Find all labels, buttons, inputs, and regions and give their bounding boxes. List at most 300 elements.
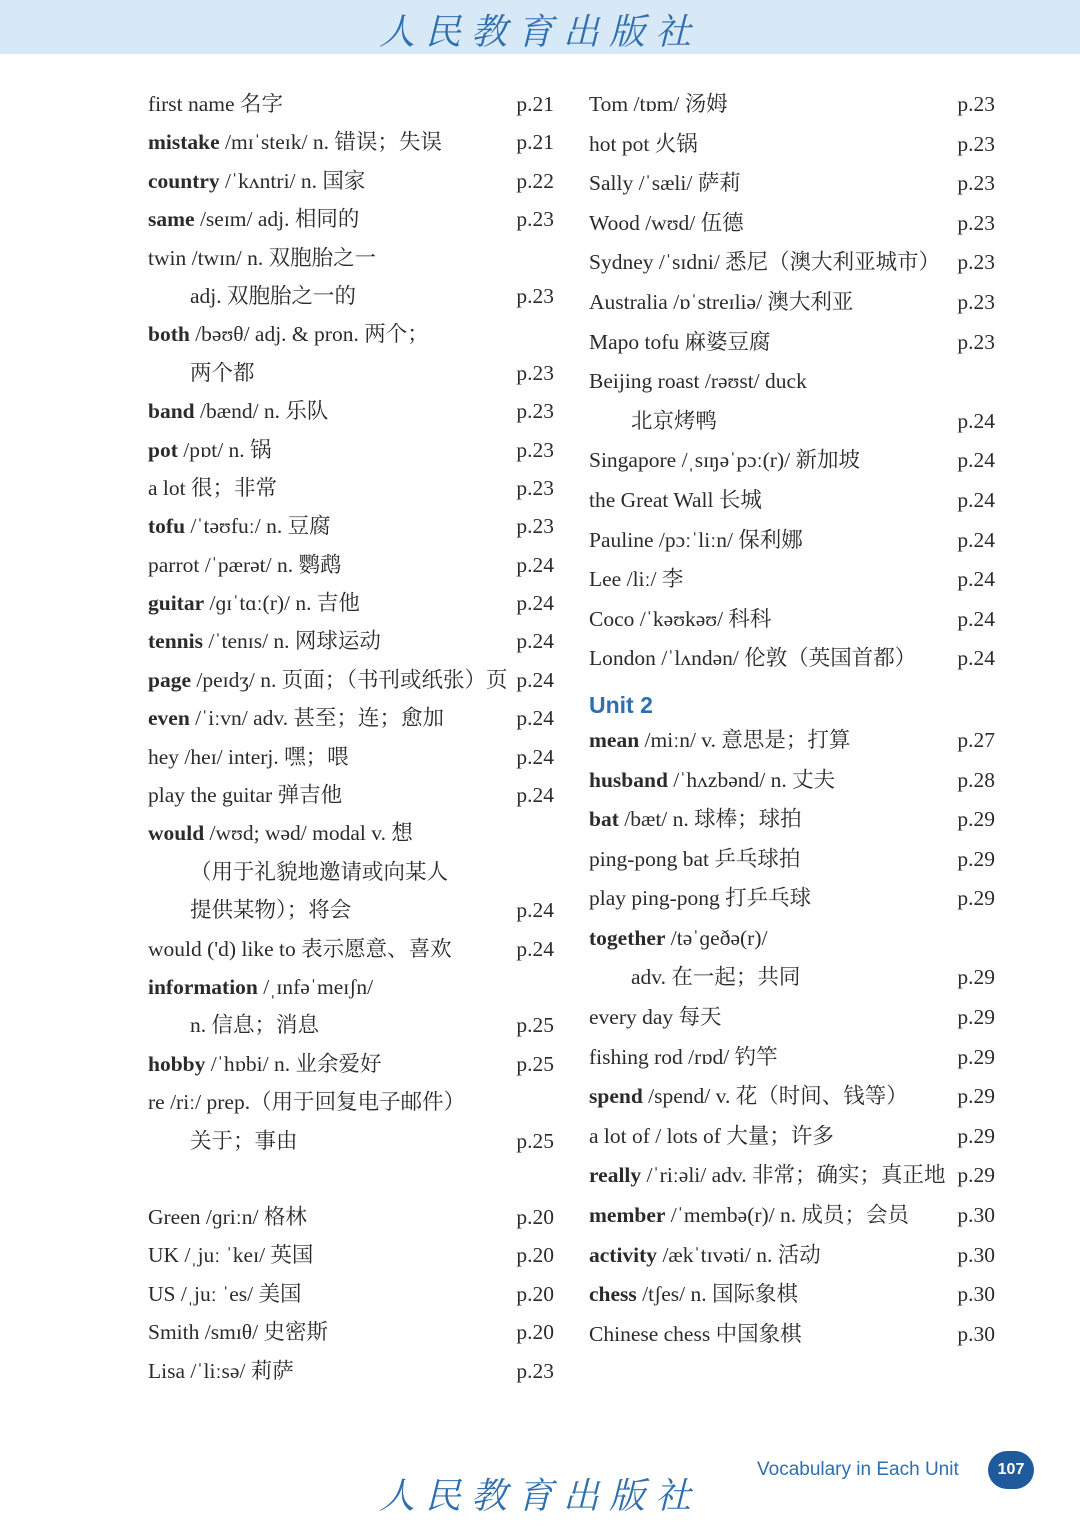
page-ref: p.23 <box>516 283 554 308</box>
definition: /mɪˈsteɪk/ n. 错误；失误 <box>219 130 442 155</box>
entry-text <box>148 1236 313 1274</box>
definition: /ˌjuː ˈkeɪ/ 英国 <box>179 1243 314 1268</box>
entry-text <box>148 930 452 968</box>
definition: 很；非常 <box>185 475 278 500</box>
vocab-entry <box>148 469 554 507</box>
page-ref: p.24 <box>516 591 554 616</box>
entry-text <box>589 840 800 880</box>
entry-text <box>148 546 341 584</box>
unit-heading: Unit 2 <box>589 691 653 718</box>
page-ref: p.23 <box>516 475 554 500</box>
page-ref: p.24 <box>516 667 554 692</box>
entry-text <box>589 1315 802 1355</box>
vocab-entry <box>148 431 554 469</box>
definition: /ˈlʌndən/ 伦敦（英国首都） <box>655 646 917 671</box>
definition: /rɒd/ 钓竿 <box>682 1044 778 1069</box>
vocab-entry <box>148 814 554 852</box>
definition: /bænd/ n. 乐队 <box>194 399 329 424</box>
definition: /wʊd; wəd/ modal v. 想 <box>204 821 413 846</box>
entry-text <box>190 1006 319 1044</box>
vocab-entry <box>589 1117 995 1157</box>
vocab-entry <box>148 85 554 123</box>
vocab-entry <box>589 164 995 204</box>
page-ref: p.23 <box>516 1358 554 1383</box>
page-ref: p.29 <box>957 1084 995 1109</box>
definition: /ˈkəʊkəʊ/ 科科 <box>634 606 772 631</box>
vocab-entry <box>589 1077 995 1117</box>
definition: adj. 双胞胎之一的 <box>190 283 357 308</box>
headword: information <box>148 974 258 999</box>
page-ref: p.24 <box>516 898 554 923</box>
vocab-entry <box>589 879 995 919</box>
headword: member <box>589 1203 666 1228</box>
headword: first name <box>148 92 235 116</box>
vocab-entry <box>589 1156 995 1196</box>
headword: a lot of / lots of <box>589 1123 721 1148</box>
vocab-entry <box>148 661 554 699</box>
definition: 提供某物）；将会 <box>190 898 352 923</box>
entry-text <box>148 469 277 507</box>
vocab-entry <box>148 162 554 200</box>
page-ref: p.22 <box>516 168 554 193</box>
headword: both <box>148 322 190 347</box>
entry-text <box>589 1077 908 1117</box>
page-ref: p.30 <box>957 1242 995 1267</box>
headword: the Great Wall <box>589 487 714 512</box>
headword: hobby <box>148 1051 206 1076</box>
vocab-entry <box>148 1313 554 1351</box>
entry-text <box>148 661 508 699</box>
definition: /pɒt/ n. 锅 <box>177 437 272 462</box>
definition: 麻婆豆腐 <box>679 329 771 354</box>
page-ref: p.24 <box>516 783 554 808</box>
page-ref: p.24 <box>516 744 554 769</box>
vocab-entry-continuation <box>148 853 554 891</box>
definition: /ɒˈstreɪliə/ 澳大利亚 <box>667 289 854 314</box>
page-ref: p.24 <box>957 646 995 671</box>
headword: Green <box>148 1204 201 1229</box>
entry-text <box>148 1198 307 1236</box>
entry-text <box>148 1083 465 1121</box>
headword: really <box>589 1163 642 1188</box>
page-ref: p.25 <box>516 1051 554 1076</box>
headword: UK <box>148 1243 180 1268</box>
vocab-entry <box>589 323 995 363</box>
vocab-entry <box>589 919 995 959</box>
entry-text <box>148 584 360 622</box>
page-ref: p.30 <box>957 1282 995 1307</box>
entry-text <box>148 814 413 852</box>
vocab-entry <box>148 315 554 353</box>
definition: /ˈtenɪs/ n. 网球运动 <box>202 629 381 654</box>
headword: Singapore <box>589 448 677 473</box>
headword: Lee <box>589 567 622 592</box>
entry-text <box>589 164 741 204</box>
vocab-entry <box>148 1198 554 1236</box>
definition: /twɪn/ n. 双胞胎之一 <box>186 245 377 270</box>
definition: /ˈtəʊfuː/ n. 豆腐 <box>185 514 331 539</box>
headword: guitar <box>148 591 205 616</box>
headword: would <box>148 821 205 846</box>
vocab-entry <box>589 560 995 600</box>
headword: band <box>148 399 195 424</box>
vocab-entry <box>148 1045 554 1083</box>
page-ref: p.24 <box>516 552 554 577</box>
page-ref: p.23 <box>516 399 554 424</box>
headword: mistake <box>148 130 220 155</box>
vocab-column-right <box>589 85 995 1354</box>
entry-text <box>148 85 283 123</box>
headword: tennis <box>148 629 203 654</box>
headword: a lot <box>148 475 186 500</box>
vocab-entry <box>589 283 995 323</box>
entry-text <box>589 1117 834 1157</box>
entry-text <box>589 85 728 125</box>
entry-text <box>148 738 349 776</box>
entry-text <box>148 1313 328 1351</box>
entry-text <box>589 639 916 679</box>
page-ref: p.23 <box>516 207 554 232</box>
headword: every day <box>589 1005 674 1030</box>
vocab-entry-continuation <box>148 891 554 929</box>
entry-text <box>589 721 850 761</box>
headword: Coco <box>589 606 635 631</box>
headword: together <box>589 925 666 950</box>
definition: 名字 <box>234 92 283 116</box>
vocab-entry <box>148 584 554 622</box>
headword: Wood <box>589 210 640 235</box>
entry-text <box>148 968 373 1006</box>
definition: /seɪm/ adj. 相同的 <box>194 207 360 232</box>
page-ref: p.24 <box>957 448 995 473</box>
headword: Mapo tofu <box>589 329 680 354</box>
headword: hey <box>148 744 180 769</box>
vocab-entry <box>589 639 995 679</box>
definition: /ˈpærət/ n. 鹦鹉 <box>199 552 342 577</box>
section-gap <box>148 1160 554 1198</box>
page-ref: p.20 <box>516 1243 554 1268</box>
entry-text <box>148 123 442 161</box>
entry-text <box>190 1122 298 1160</box>
entry-text <box>589 800 802 840</box>
vocab-entry <box>148 1275 554 1313</box>
page-ref: p.23 <box>516 360 554 385</box>
entry-text <box>631 958 800 998</box>
vocab-entry <box>589 1038 995 1078</box>
vocab-entry <box>589 1236 995 1276</box>
headword: chess <box>589 1282 637 1307</box>
headword: Chinese chess <box>589 1321 711 1346</box>
definition: 弹吉他 <box>272 783 343 808</box>
headword: Tom <box>589 92 629 116</box>
page-ref: p.25 <box>516 1013 554 1038</box>
vocab-column-left <box>148 85 554 1390</box>
headword: play the guitar <box>148 783 273 808</box>
definition: /ˌjuː ˈes/ 美国 <box>175 1281 302 1306</box>
vocab-entry <box>148 123 554 161</box>
definition: 两个都 <box>190 360 255 385</box>
page-ref: p.23 <box>957 131 995 156</box>
definition: 关于；事由 <box>190 1128 298 1153</box>
entry-text <box>190 853 448 891</box>
vocab-entry <box>589 761 995 801</box>
entry-text <box>190 354 255 392</box>
publisher-logo-top: 人民教育出版社 <box>378 12 701 53</box>
entry-text <box>148 507 331 545</box>
vocab-entry <box>589 600 995 640</box>
headword: Sydney <box>589 250 654 275</box>
page-ref: p.23 <box>957 92 995 116</box>
headword: ping-pong bat <box>589 846 710 871</box>
page-ref: p.21 <box>516 130 554 155</box>
entry-text <box>589 1236 821 1276</box>
page-ref: p.23 <box>516 514 554 539</box>
headword: Beijing roast <box>589 369 700 394</box>
entry-text <box>589 441 860 481</box>
vocab-entry <box>589 441 995 481</box>
vocab-entry <box>148 546 554 584</box>
definition: /ˈhɒbi/ n. 业余爱好 <box>205 1051 382 1076</box>
entry-text <box>631 402 717 442</box>
vocab-entry <box>589 1275 995 1315</box>
definition: /ɡriːn/ 格林 <box>200 1204 307 1229</box>
headword: pot <box>148 437 178 462</box>
headword: London <box>589 646 656 671</box>
headword: US <box>148 1281 176 1306</box>
definition: 中国象棋 <box>710 1321 802 1346</box>
definition: 乒乓球拍 <box>709 846 801 871</box>
vocab-entry <box>148 738 554 776</box>
entry-text <box>190 891 351 929</box>
page-number-badge: 107 <box>988 1451 1034 1489</box>
entry-text <box>148 239 376 277</box>
entry-text <box>589 1196 909 1236</box>
page-ref: p.29 <box>957 807 995 832</box>
entry-text <box>589 1156 946 1196</box>
entry-text <box>148 162 365 200</box>
definition: /rəʊst/ duck <box>699 369 807 394</box>
definition: 大量；许多 <box>720 1123 834 1148</box>
vocab-entry <box>148 1083 554 1121</box>
vocab-entry <box>589 125 995 165</box>
headword: parrot <box>148 552 200 577</box>
vocab-entry <box>589 521 995 561</box>
vocab-entry-continuation <box>589 402 995 442</box>
vocab-entry <box>148 930 554 968</box>
definition: n. 信息；消息 <box>190 1013 320 1038</box>
vocab-entry <box>148 507 554 545</box>
headword: bat <box>589 807 619 832</box>
vocab-entry <box>589 800 995 840</box>
vocab-entry-continuation <box>148 1006 554 1044</box>
headword: spend <box>589 1084 643 1109</box>
page-ref: p.23 <box>957 329 995 354</box>
entry-text <box>589 125 698 165</box>
page-ref: p.24 <box>516 706 554 731</box>
page-ref: p.29 <box>957 1163 995 1188</box>
page-ref: p.20 <box>516 1320 554 1345</box>
entry-text <box>148 200 359 238</box>
entry-text <box>148 776 342 814</box>
page-ref: p.23 <box>957 250 995 275</box>
headword: play ping-pong <box>589 886 720 911</box>
definition: /ækˈtɪvəti/ n. 活动 <box>657 1242 821 1267</box>
page-ref: p.24 <box>957 408 995 433</box>
definition: /ˌsɪŋəˈpɔː(r)/ 新加坡 <box>676 448 860 473</box>
vocab-entry-continuation <box>148 277 554 315</box>
page-ref: p.27 <box>957 727 995 752</box>
headword: activity <box>589 1242 658 1267</box>
vocab-entry <box>589 362 995 402</box>
vocab-entry <box>148 239 554 277</box>
page-ref: p.25 <box>516 1128 554 1153</box>
entry-text <box>148 622 381 660</box>
vocab-entry <box>148 200 554 238</box>
entry-text <box>589 879 811 919</box>
entry-text <box>589 283 853 323</box>
definition: /ˈhʌzbənd/ n. 丈夫 <box>667 767 836 792</box>
definition: 火锅 <box>649 131 698 156</box>
vocab-entry-continuation <box>148 1122 554 1160</box>
entry-text <box>589 1275 798 1315</box>
entry-text <box>589 919 767 959</box>
headword: Sally <box>589 171 634 196</box>
vocab-entry <box>148 1352 554 1390</box>
entry-text <box>148 699 444 737</box>
entry-text <box>148 1275 301 1313</box>
entry-text <box>589 481 762 521</box>
entry-text <box>148 315 429 353</box>
definition: 长城 <box>713 487 762 512</box>
page-ref: p.24 <box>516 936 554 961</box>
definition: /ˈsæli/ 萨莉 <box>633 171 741 196</box>
definition: /wʊd/ 伍德 <box>639 210 744 235</box>
definition: /peɪdʒ/ n. 页面；（书刊或纸张）页 <box>191 667 508 692</box>
page-ref: p.29 <box>957 1005 995 1030</box>
definition: /ˌɪnfəˈmeɪʃn/ <box>257 974 374 999</box>
headword: twin <box>148 245 187 270</box>
definition: /smɪθ/ 史密斯 <box>199 1320 328 1345</box>
vocab-entry-continuation <box>589 958 995 998</box>
definition: /heɪ/ interj. 嘿；喂 <box>179 744 349 769</box>
vocab-entry <box>589 85 995 125</box>
definition: 北京烤鸭 <box>631 408 718 433</box>
headword: country <box>148 168 220 193</box>
page-ref: p.23 <box>957 171 995 196</box>
entry-text <box>148 1352 294 1390</box>
vocab-entry <box>148 699 554 737</box>
vocab-entry <box>589 243 995 283</box>
section-label: Vocabulary in Each Unit <box>757 1459 959 1480</box>
entry-text <box>589 600 771 640</box>
entry-text <box>589 1038 778 1078</box>
definition: /tɒm/ 汤姆 <box>628 92 728 116</box>
page-ref: p.29 <box>957 1044 995 1069</box>
entry-text <box>190 277 356 315</box>
definition: （用于礼貌地邀请或向某人 <box>190 859 449 884</box>
headword: Lisa <box>148 1358 186 1383</box>
definition: 每天 <box>673 1005 722 1030</box>
headword: same <box>148 207 195 232</box>
page-ref: p.21 <box>516 92 554 116</box>
entry-text <box>589 761 835 801</box>
definition: /ˈiːvn/ adv. 甚至；连；愈加 <box>189 706 444 731</box>
vocab-entry <box>589 481 995 521</box>
definition: /ˈmembə(r)/ n. 成员；会员 <box>665 1203 910 1228</box>
headword: tofu <box>148 514 186 539</box>
vocab-entry <box>148 776 554 814</box>
definition: /pɔːˈliːn/ 保利娜 <box>653 527 803 552</box>
definition: /liː/ 李 <box>621 567 684 592</box>
vocab-entry <box>589 204 995 244</box>
page-ref: p.24 <box>516 629 554 654</box>
definition: /tʃes/ n. 国际象棋 <box>636 1282 799 1307</box>
entry-text <box>148 1045 381 1083</box>
entry-text <box>589 204 744 244</box>
headword: would ('d) like to <box>148 936 296 961</box>
definition: adv. 在一起；共同 <box>631 965 801 990</box>
definition: /ˈliːsə/ 莉萨 <box>185 1358 294 1383</box>
entry-text <box>148 431 272 469</box>
headword: fishing rod <box>589 1044 683 1069</box>
definition: /bæt/ n. 球棒；球拍 <box>618 807 802 832</box>
page-ref: p.23 <box>516 437 554 462</box>
page-ref: p.30 <box>957 1321 995 1346</box>
page-ref: p.23 <box>957 210 995 235</box>
headword: hot pot <box>589 131 650 156</box>
vocab-entry <box>148 622 554 660</box>
vocab-entry-continuation <box>148 354 554 392</box>
entry-text <box>589 560 683 600</box>
definition: /miːn/ v. 意思是；打算 <box>639 727 851 752</box>
page-ref: p.24 <box>957 527 995 552</box>
entry-text <box>148 392 328 430</box>
entry-text <box>589 521 803 561</box>
page-ref: p.29 <box>957 965 995 990</box>
definition: /ˈsɪdni/ 悉尼（澳大利亚城市） <box>653 250 941 275</box>
definition: /ˈkʌntri/ n. 国家 <box>219 168 366 193</box>
definition: /riː/ prep.（用于回复电子邮件） <box>164 1090 466 1115</box>
definition: /ɡɪˈtɑː(r)/ n. 吉他 <box>204 591 360 616</box>
entry-text <box>589 362 807 402</box>
headword: Smith <box>148 1320 200 1345</box>
page-ref: p.24 <box>957 567 995 592</box>
headword: page <box>148 667 191 692</box>
headword: Pauline <box>589 527 654 552</box>
page-ref: p.23 <box>957 289 995 314</box>
entry-text <box>589 243 940 283</box>
entry-text <box>589 998 722 1038</box>
entry-text <box>589 323 771 363</box>
vocab-entry <box>148 968 554 1006</box>
headword: re <box>148 1090 165 1115</box>
definition: /bəʊθ/ adj. & pron. 两个； <box>189 322 429 347</box>
vocab-entry <box>589 998 995 1038</box>
page-ref: p.20 <box>516 1204 554 1229</box>
definition: /ˈriːəli/ adv. 非常；确实；真正地 <box>641 1163 946 1188</box>
definition: /təˈɡeðə(r)/ <box>665 925 768 950</box>
vocab-entry <box>148 392 554 430</box>
page-ref: p.29 <box>957 886 995 911</box>
vocab-entry <box>148 1236 554 1274</box>
vocab-entry <box>589 840 995 880</box>
headword: mean <box>589 727 640 752</box>
definition: 表示愿意、喜欢 <box>295 936 452 961</box>
page-ref: p.20 <box>516 1281 554 1306</box>
definition: 打乒乓球 <box>719 886 812 911</box>
definition: /spend/ v. 花（时间、钱等） <box>642 1084 908 1109</box>
headword: even <box>148 706 190 731</box>
